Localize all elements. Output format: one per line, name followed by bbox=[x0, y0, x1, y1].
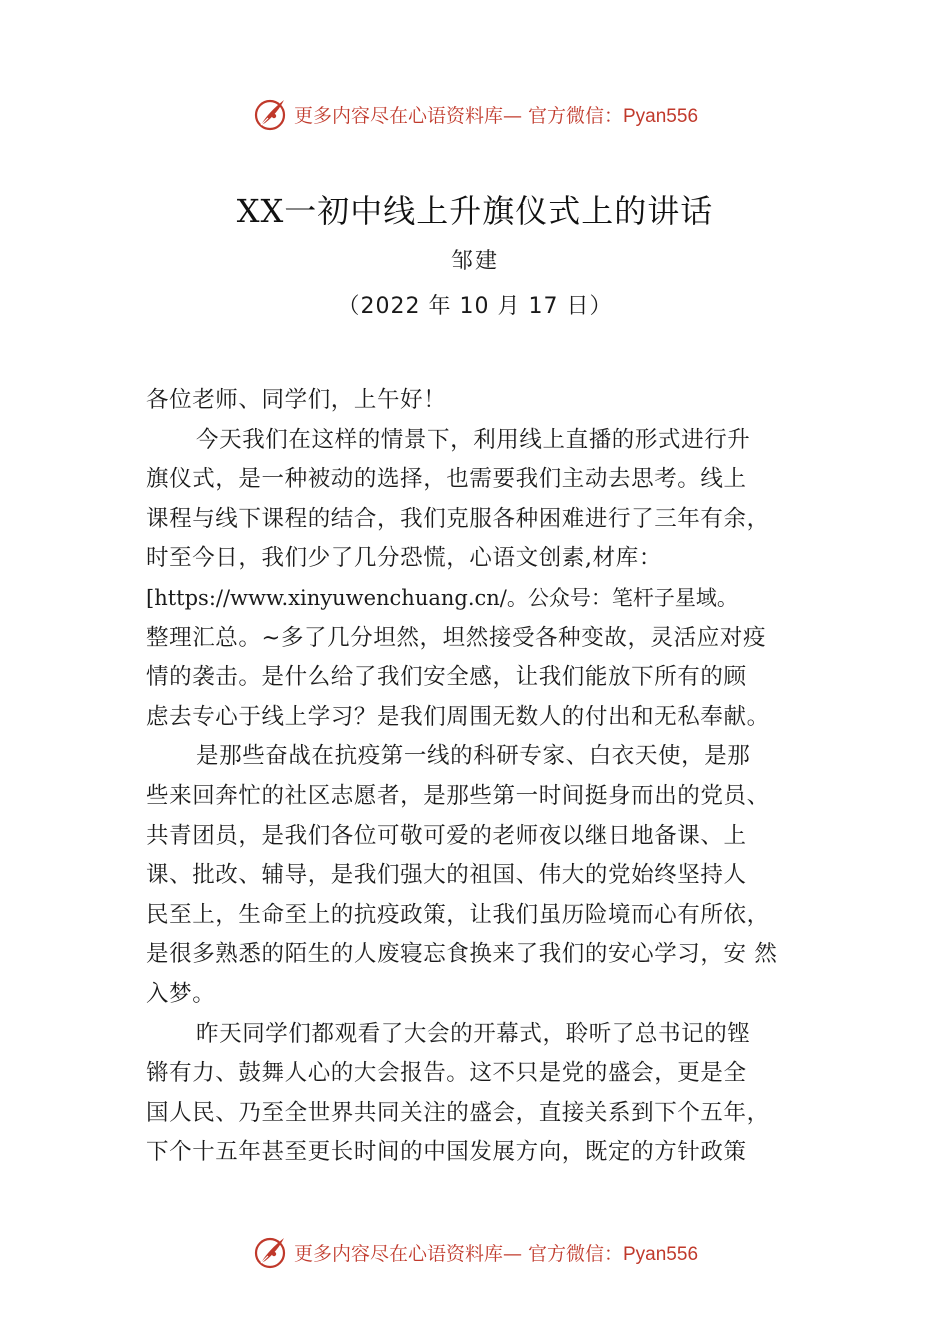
body-line: 入梦。 bbox=[146, 980, 216, 1007]
body-line: 时至今日，我们少了几分恐慌，心语文创素,材库： bbox=[146, 545, 662, 572]
body-line: 锵有力、鼓舞人心的大会报告。这不只是党的盛会，更是全 bbox=[146, 1060, 747, 1087]
body-line: 共青团员，是我们各位可敬可爱的老师夜以继日地备课、上 bbox=[146, 822, 747, 849]
quill-pen-logo-icon bbox=[252, 1234, 288, 1270]
footer-banner bbox=[0, 1230, 950, 1274]
body-line: 些来回奔忙的社区志愿者，是那些第一时间挺身而出的党员、 bbox=[146, 782, 770, 809]
body-line: 课程与线下课程的结合，我们克服各种困难进行了三年有余， bbox=[146, 505, 770, 532]
body-line: 国人民、乃至全世界共同关注的盛会，直接关系到下个五年， bbox=[146, 1099, 770, 1126]
banner-promo-text: 更多内容尽在心语资料库— bbox=[293, 104, 522, 127]
quill-pen-logo-icon bbox=[252, 96, 288, 132]
body-line: 各位老师、同学们，上午好！ bbox=[146, 387, 447, 413]
banner-wechat-id: 官方微信：Pyan556 bbox=[528, 105, 699, 127]
document-title: XX一初中线上升旗仪式上的讲话 bbox=[236, 192, 714, 230]
body-line: 今天我们在这样的情景下，利用线上直播的形式进行升 bbox=[196, 426, 751, 453]
body-line: 昨天同学们都观看了大会的开幕式，聆听了总书记的铿 bbox=[196, 1020, 751, 1047]
body-line: 虑去专心于线上学习？是我们周围无数人的付出和无私奉献。 bbox=[146, 703, 770, 730]
body-line: 民至上，生命至上的抗疫政策，让我们虽历险境而心有所依， bbox=[146, 901, 770, 928]
document-date: （2022 年 10 月 17 日） bbox=[337, 294, 613, 319]
body-line: 旗仪式，是一种被动的选择，也需要我们主动去思考。线上 bbox=[146, 466, 747, 493]
document-body bbox=[146, 381, 816, 1173]
body-line: 课、批改、辅导，是我们强大的祖国、伟大的党始终坚持人 bbox=[146, 862, 747, 889]
banner-promo-text: 更多内容尽在心语资料库— bbox=[293, 1242, 522, 1265]
body-line: 是很多熟悉的陌生的人废寝忘食换来了我们的安心学习，安 然 bbox=[146, 941, 778, 968]
body-line: 整理汇总。~多了几分坦然，坦然接受各种变故，灵活应对疫 bbox=[146, 624, 767, 651]
body-line: 是那些奋战在抗疫第一线的科研专家、白衣天使，是那 bbox=[196, 743, 751, 770]
body-line: 下个十五年甚至更长时间的中国发展方向，既定的方针政策 bbox=[146, 1139, 747, 1166]
document-author: 邹建 bbox=[450, 249, 499, 274]
header-banner bbox=[0, 92, 950, 136]
body-line: [https://www.xinyuwenchuang.cn/。公众号：笔杆子星域。 bbox=[146, 585, 738, 610]
banner-wechat-id: 官方微信：Pyan556 bbox=[528, 1243, 699, 1265]
body-line: 情的袭击。是什么给了我们安全感，让我们能放下所有的顾 bbox=[146, 664, 747, 691]
